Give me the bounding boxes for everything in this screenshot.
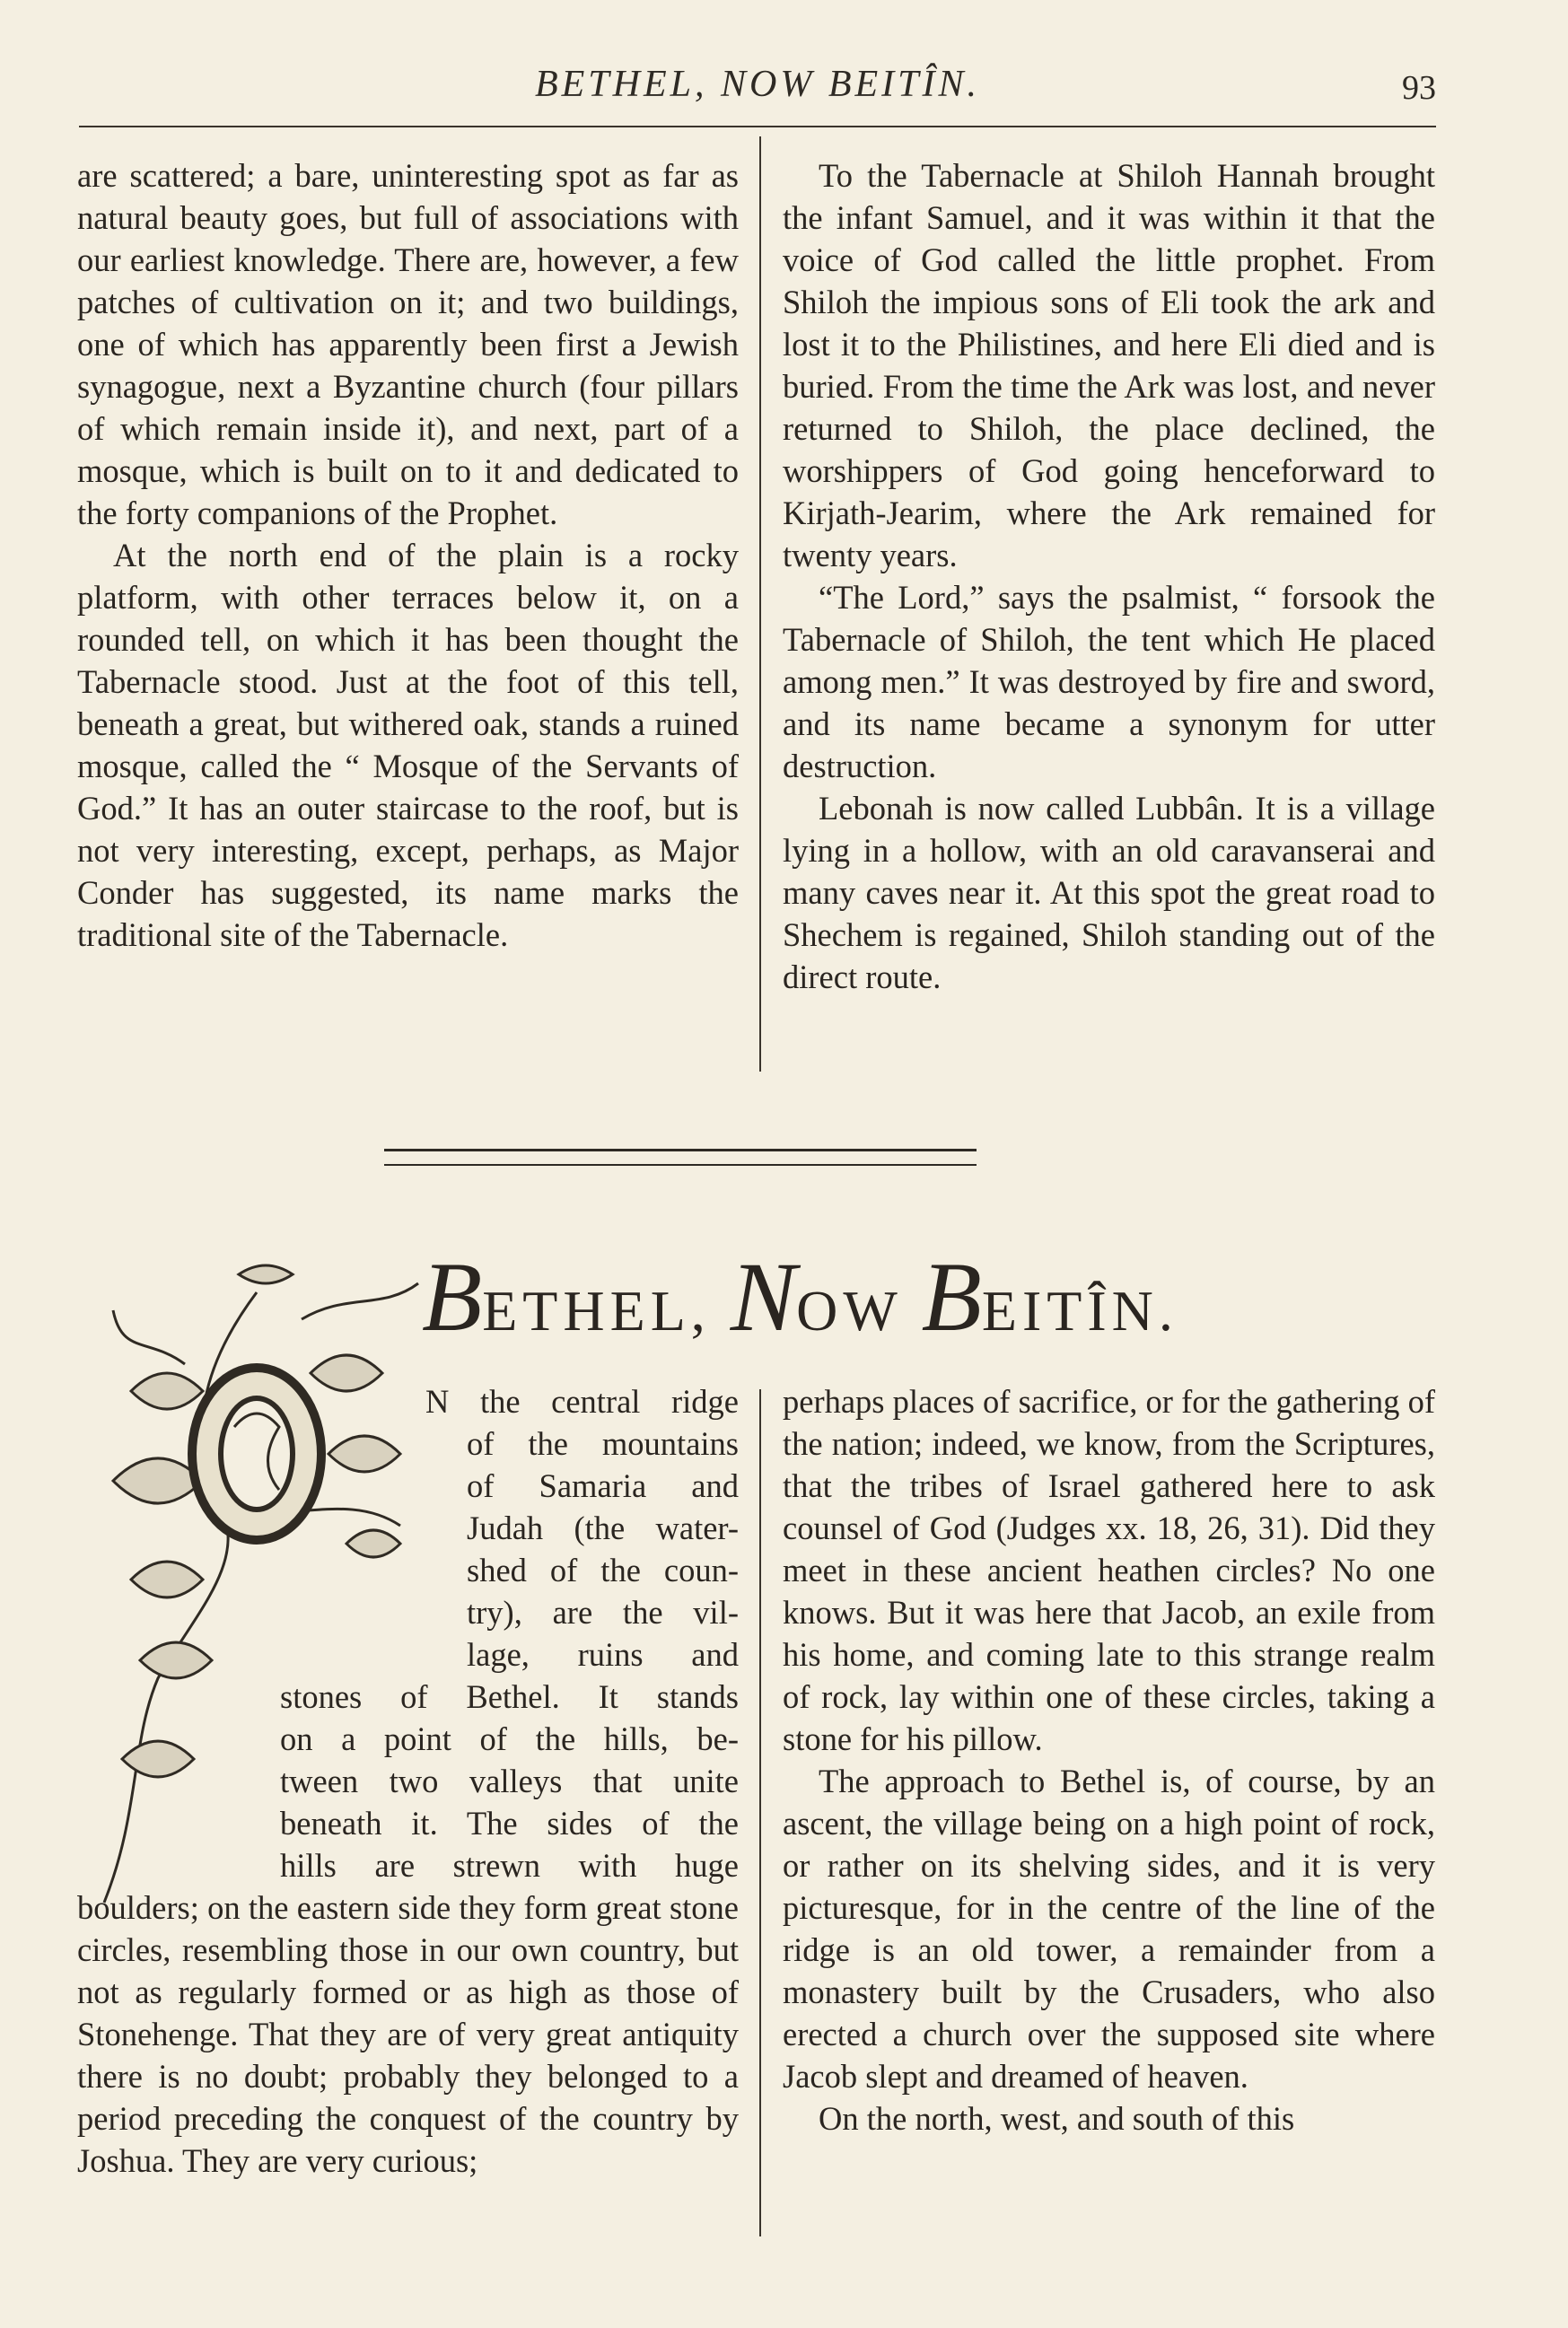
text-line: try), are the vil- (467, 1594, 739, 1631)
text-line: hills are strewn with huge (280, 1847, 739, 1884)
running-head (79, 56, 1436, 127)
heading-initial: B (921, 1242, 982, 1352)
text-line: shed of the coun- (467, 1552, 739, 1588)
bottom-right-column (783, 1380, 1435, 2140)
page-number: 93 (1402, 69, 1436, 107)
section-divider (384, 1149, 977, 1166)
text-line: on a point of the hills, be- (280, 1720, 739, 1757)
paragraph: On the north, west, and south of this (819, 2100, 1295, 2137)
paragraph: “The Lord,” says the psalmist, “ forsook the Tabernacle of Shiloh, the tent which He placed among men.” It was destroyed by fire and sword, and its name became a synonym for utter destruction. (783, 579, 1435, 784)
heading-text: EITÎN. (981, 1279, 1178, 1343)
heading-text: OW (796, 1279, 922, 1343)
text-line: of Samaria and (467, 1467, 739, 1504)
text-line: of the mountains (467, 1425, 739, 1462)
column-rule (759, 1389, 761, 2236)
heading-initial: B (422, 1242, 483, 1352)
paragraph: At the north end of the plain is a rocky platform, with other terraces below it, on a rounded tell, on which it has been thought the Tabernacle stood. Just at the foot of this tell, beneath a great, but withered oak, stands a ruined mosque, called the “ Mosque of the Servants of God.” It has an outer staircase to the roof, but is not very interesting, except, perhaps, as Major Conder has suggested, its name marks the traditional site of the Tabernacle. (77, 537, 739, 953)
running-title: BETHEL, NOW BEITÎN. (535, 64, 980, 105)
paragraph: To the Tabernacle at Shiloh Hannah brought the infant Samuel, and it was within it that the voice of God called the little prophet. From Shiloh the impious sons of Eli took the ark and lost it to the Philistines, and here Eli died and is buried. From the time the Ark was lost, and never returned to Shiloh, the place declined, the worshippers of God going henceforward to Kirjath-Jearim, where the Ark remained for twenty years. (783, 157, 1435, 573)
paragraph: Lebonah is now called Lubbân. It is a village lying in a hollow, with an old caravanserai and many caves near it. At this spot the great road to Shechem is regained, Shiloh standing out of the direct route. (783, 790, 1435, 995)
text-line: N the central ridge (425, 1383, 739, 1420)
paragraph: are scattered; a bare, uninteresting spot as far as natural beauty goes, but full of associations with our earliest knowledge. There are, however, a few patches of cultivation on it; and two buildings, one of which has apparently been first a Jewish synagogue, next a Byzantine church (four pillars of which remain inside it), and next, part of a mosque, which is built on to it and dedicated to the forty companions of the Prophet. (77, 157, 739, 531)
text-line: Judah (the water- (467, 1510, 739, 1546)
section-heading (422, 1240, 1436, 1352)
paragraph: perhaps places of sacrifice, or for the gathering of the nation; indeed, we know, from the Scriptures, that the tribes of Israel gathered here to ask counsel of God (Judges xx. 18, 26, 31). Did they meet in these ancient heathen circles? No one knows. But it was here that Jacob, an exile from his home, and coming late to this strange realm of rock, lay within one of these circles, taking a stone for his pillow. (783, 1383, 1435, 1757)
text-line: beneath it. The sides of the (280, 1805, 739, 1842)
heading-initial: N (730, 1242, 797, 1352)
text-line: lage, ruins and (467, 1636, 739, 1673)
head-rule (79, 126, 1436, 127)
bottom-left-column (77, 1380, 739, 2182)
paragraph: boulders; on the eastern side they form great stone circles, resembling those in our own country, but not as regularly formed or as high as those of Stonehenge. That they are of very great antiquity there is no doubt; probably they belonged to a period preceding the conquest of the country by Joshua. They are very curious; (77, 1889, 739, 2179)
heading-text: ETHEL, (482, 1279, 731, 1343)
top-left-column (77, 154, 739, 956)
top-right-column (783, 154, 1435, 998)
text-line: tween two valleys that unite (280, 1763, 739, 1799)
column-rule (759, 136, 761, 1072)
paragraph: The approach to Bethel is, of course, by an ascent, the village being on a high point of rock, or rather on its shelving sides, and it is very picturesque, for in the centre of the line of the ridge is an old tower, a remainder from a monastery built by the Crusaders, who also erected a church over the supposed site where Jacob slept and dreamed of heaven. (783, 1763, 1435, 2095)
text-line: stones of Bethel. It stands (280, 1678, 739, 1715)
drop-cap-text (77, 1380, 739, 1886)
